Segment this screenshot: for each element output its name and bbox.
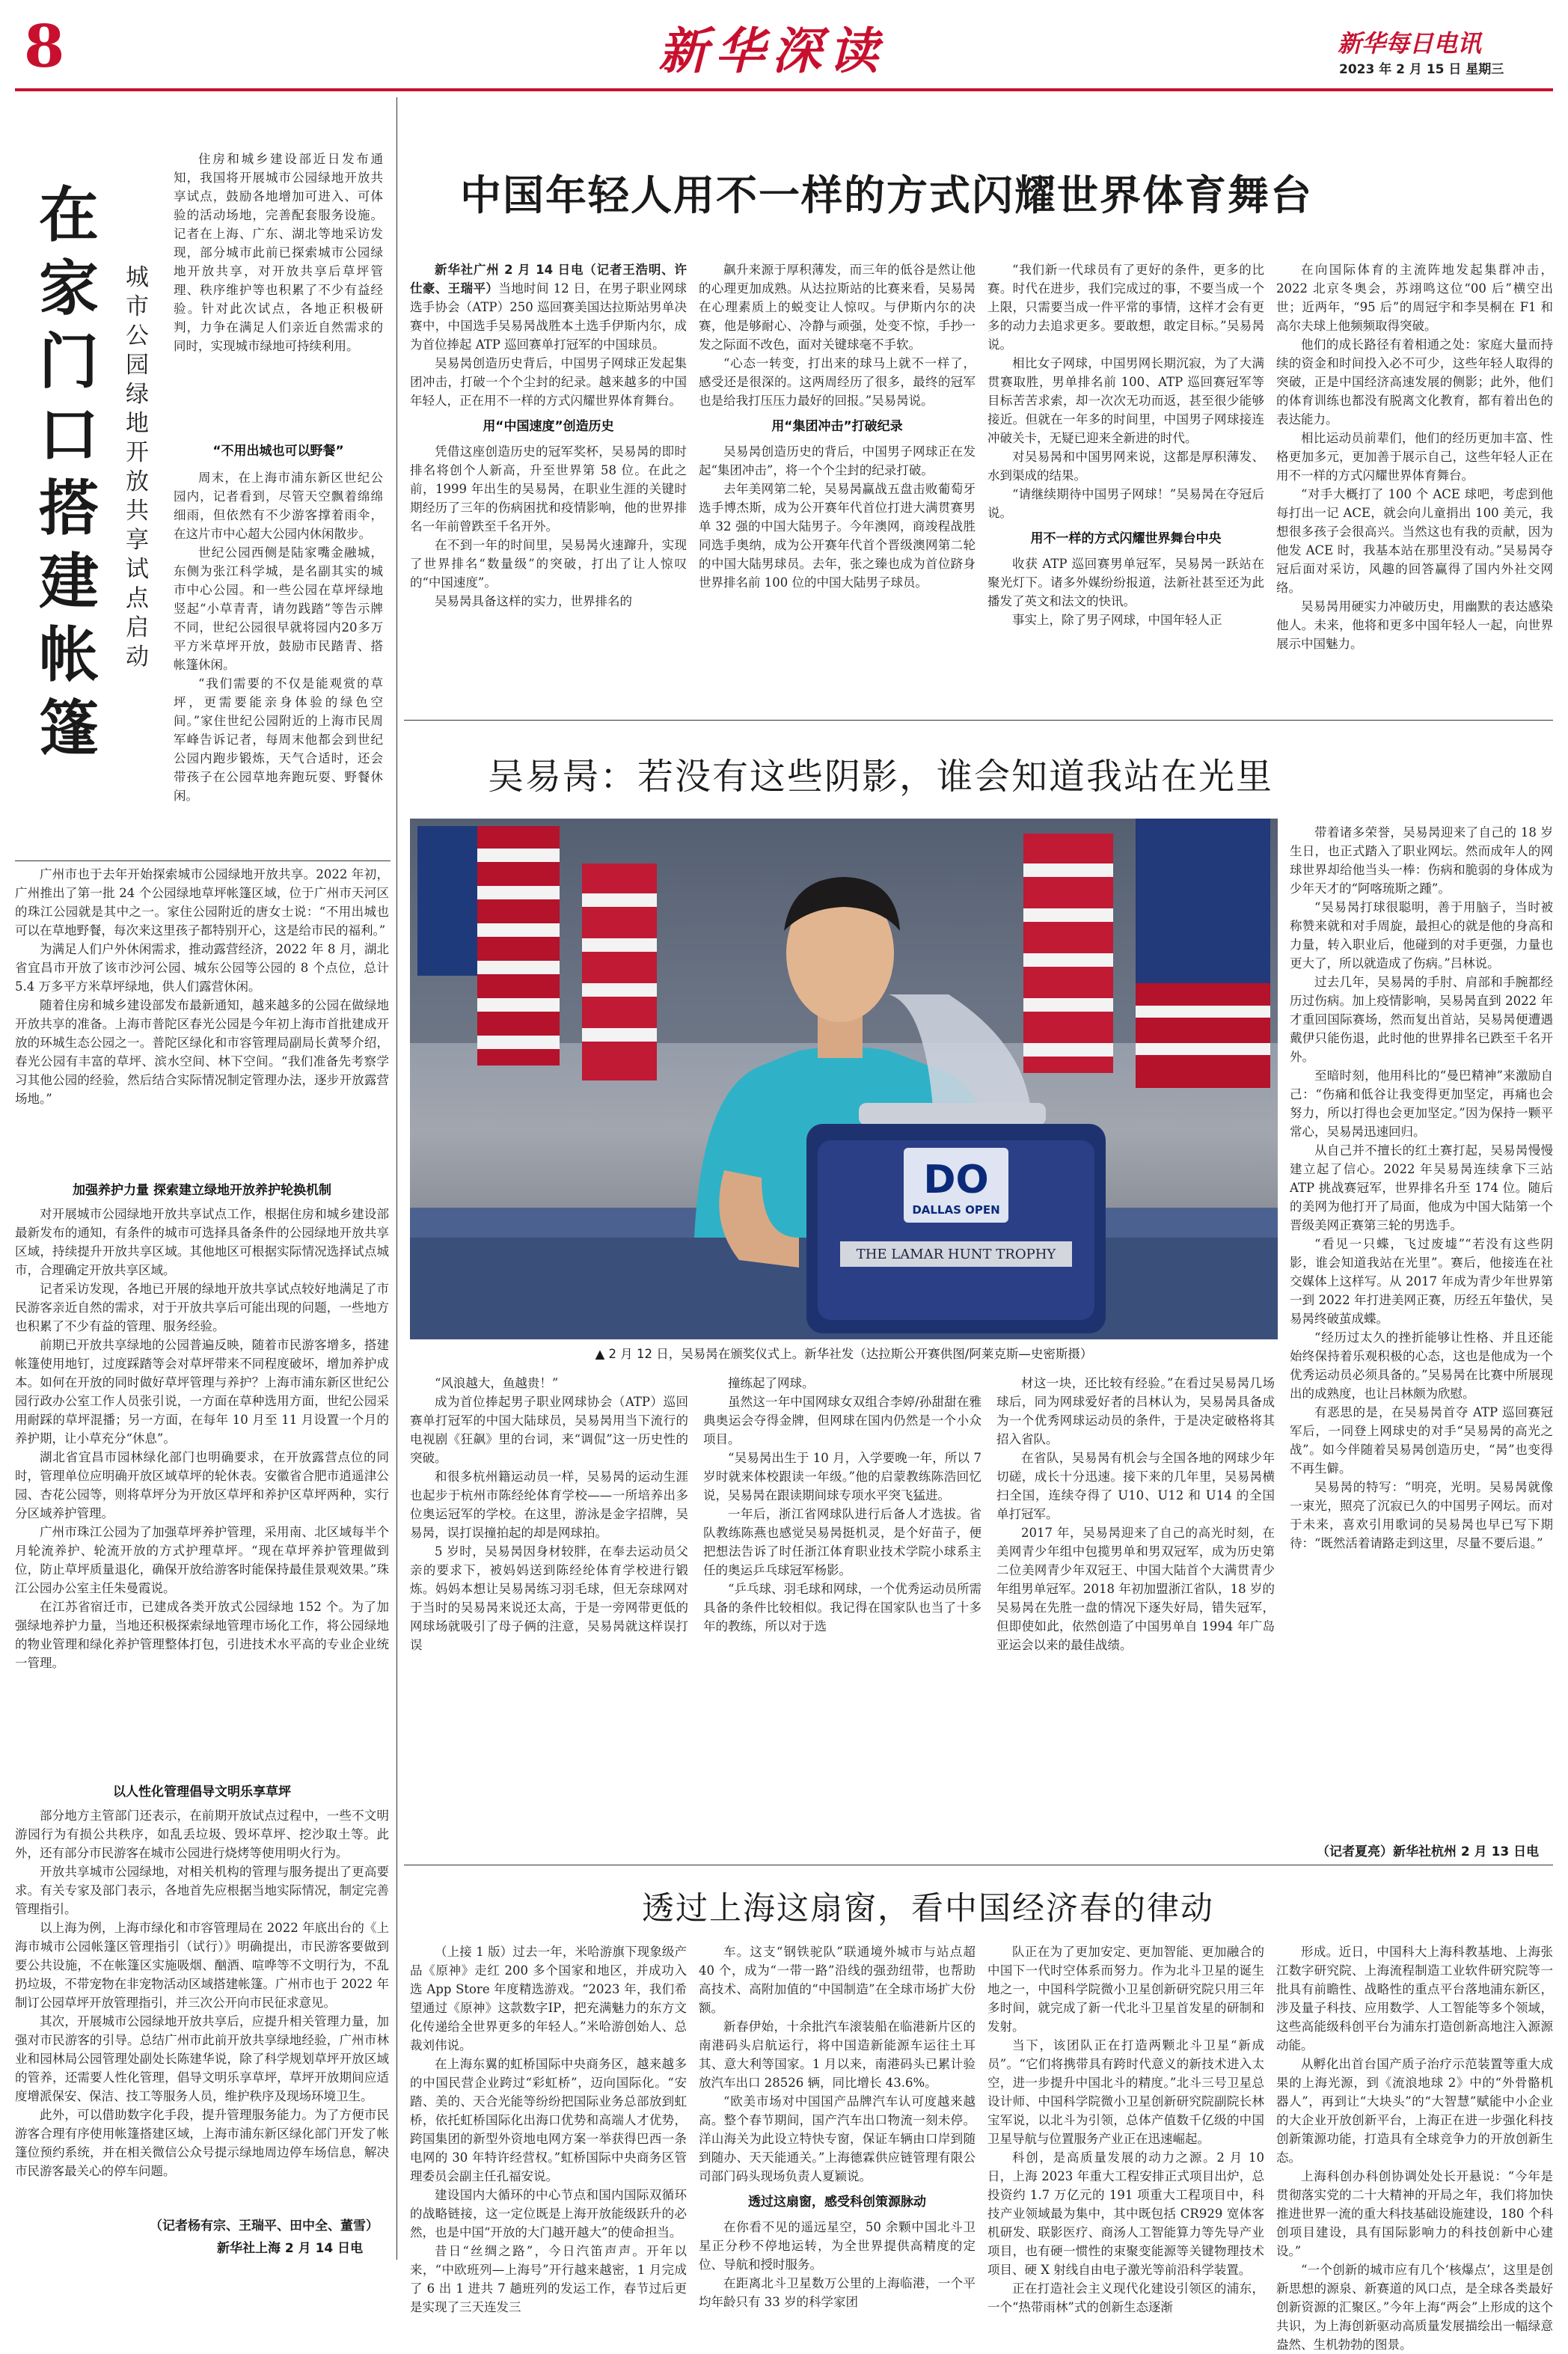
bottom-col3: 队正在为了更加安定、更加智能、更加融合的中国下一代时空体系而努力。作为北斗卫星的诞生地之一，中国科学院微小卫星创新研究院只用三年多时间，就完成了新一代北斗卫星首发星的研制和发射。 当下，该团队正在打造两颗北斗卫星“新成员”。“它们将携带具有跨时代意义的新技术进入太空，进一步提升中国北斗的精度。”北斗三号卫星总设计师、中国科学院微小卫星创新研究院副院长林宝军说，以北斗为引领，总体产值数千亿级的中国卫星导航与位置服务产业正在迅速崛起。 科创，是高质量发展的动力之源。2 月 10 日，上海 2023 年重大工程安排正式项目出炉，总投资约 1.7 万亿元的 191 项重大工程项目中，科技产业领域最为集中，其中既包括 CR929 宽体客机研发、联影医疗、商汤人工智能算力等先导产业项目，也有硬一惯性的束聚变能源等关键物理技术项目、硬 X 射线自由电子激光等前沿科学装置。 正在打造社会主义现代化建设引领区的浦东，一个“热带雨林”式的创新生态逐渐 xyxy=(987,1945,1264,2314)
feature-headline: 吴易昺：若没有这些阴影，谁会知道我站在光里 xyxy=(488,756,1274,798)
feature-col1: “风浪越大，鱼越贵！” 成为首位捧起男子职业网球协会（ATP）巡回赛单打冠军的中国大陆球员，吴易昺用当下流行的电视剧《狂飙》里的台词，来“调侃”这一历史性的突破。 和很多杭州籍运动员一样，吴易昺的运动生涯也起步于杭州市陈经纶体育学校——一所培养出多位奥运冠军的学校。在这里，游泳是金字招牌，吴易昺，误打误撞拍起的却是网球拍。 5 岁时，吴易昺因身材较胖，在奉去运动员父亲的要求下，被妈妈送到陈经纶体育学校进行锻炼。妈妈本想让吴易昺练习羽毛球，但无奈球网对于当时的吴易昺来说还太高，于是一旁网带更低的网球场就吸引了母子俩的注意，吴易昺就这样误打误 xyxy=(410,1376,688,1652)
left-col4: 部分地方主管部门还表示，在前期开放试点过程中，一些不文明游园行为有损公共秩序，如乱丢垃圾、毁坏草坪、挖沙取土等。此外，还有部分市民游客在城市公园进行烧烤等使用明火行为。 开放共享城市公园绿地，对相关机构的管理与服务提出了更高要求。有关专家及部门表示，各地首先应根据当地实际情况，制定完善管理指引。 以上海为例，上海市绿化和市容管理局在 2022 年底出台的《上海市城市公园帐篷区管理指引（试行）》明确提出，市民游客要做到要公共设施，不在帐篷区实施吸烟、酗酒、喧哗等不文明行为，不乱扔垃圾，不带宠物在非宠物活动区域搭建帐篷。广州市也于 2022 年制订公园草坪开放管理指引，并三次公开向市民征求意见。 其次，开展城市公园绿地开放共享后，应提升相关管理力量，加强对市民游客的引导。总结广州市此前开放共享绿地经验，广州市林业和园林局公园管理处副处长陈建华说，除了科学规划草坪开放区域的管养，还需要人性化管理，倡导文明乐享草坪，草坪开放期间应适度增派保安、保洁、技工等服务人员，维护秩序及现场环境卫生。 此外，可以借助数字化手段，提升管理服务能力。为了方便市民游客合理有序使用帐篷搭建区域，上海市浦东新区绿化部门开发了帐篷位预约系统，并在相关微信公众号提示绿地周边停车场信息，解决市民游客最关心的停车问题。 xyxy=(15,1809,389,2178)
photo-logo-sub: DALLAS OPEN xyxy=(912,1203,1000,1217)
photo-banner: THE LAMAR HUNT TROPHY xyxy=(856,1247,1056,1262)
flag-icon xyxy=(1023,819,1270,1088)
brand-name: 新华每日电讯 xyxy=(1338,29,1482,58)
bottom-col2: 车。这支“钢铁驼队”联通境外城市与站点超 40 个，成为“一带一路”沿线的强劲纽带，也帮助高技术、高附加值的“中国制造”在全球市场扩大份额。 新春伊始，十余批汽车滚装船在临港新片区的南港码头启航运行，将中国造新能源车运往土耳其、意大利等国家。1 月以来，南港码头已累计验放汽车出口 28526 辆，同比增长 43.6%。 “欧美市场对中国国产品牌汽车认可度越来越高。整个春节期间，国产汽车出口物流一刻未停。洋山海关为此设立特快专窗，保证车辆由口岸到随到随办、天天能通关。”上海德霖供应链管理有限公司部门码头现场负责人夏颖说。 透过这扇窗，感受科创策源脉动 在你看不见的遥远星空，50 余颗中国北斗卫星正分秒不停地运转，为全世界提供高精度的定位、导航和授时服务。 在距离北斗卫星数万公里的上海临港，一个平均年龄只有 33 岁的科学家团 xyxy=(699,1945,976,2309)
feature-byline: （记者夏亮）新华社杭州 2 月 13 日电 xyxy=(1317,1844,1540,1859)
left-col2: 广州市也于去年开始探索城市公园绿地开放共享。2022 年初，广州推出了第一批 24 个公园绿地草坪帐篷区域，位于广州市天河区的珠江公园就是其中之一。家住公园附近的唐女士说：“不用出城也可以在草地野餐，每次来这里孩子都特别开心，这是给市民的福利。” 为满足人们户外休闲需求，推动露营经济，2022 年 8 月，湖北省宜昌市开放了该市沙河公园、城东公园等公园的 8 个点位，总计 5.4 万多平方米草坪绿地，供人们露营休闲。 随着住房和城乡建设部发布最新通知，越来越多的公园在做绿地开放共享的准备。上海市普陀区春光公园是今年初上海市首批建成开放的环城生态公园之一。普陀区绿化和市容管理局副局长黄琴介绍，春光公园有丰富的草坪、滨水空间、林下空间。“我们准备先考察学习其他公园的经验，然后结合实际情况制定管理办法，逐步开放露营场地。” xyxy=(15,867,389,1106)
left-intro: 住房和城乡建设部近日发布通知，我国将开展城市公园绿地开放共享试点，鼓励各地增加可进入、可体验的活动场地，完善配套服务设施。记者在上海、广东、湖北等地采访发现，部分城市此前已探索城市公园绿地开放共享，对开放共享后草坪管理、秩序维护等也积累了不少有益经验。针对此次试点，各地正积极研判，力争在满足人们亲近自然需求的同时，实现城市绿地可持续利用。 xyxy=(174,152,383,353)
vertical-divider xyxy=(396,97,397,2260)
photo-logo: DO xyxy=(923,1158,989,1202)
left-subheadline: 城市公园绿地开放共享试点启动 xyxy=(126,264,149,670)
left-byline: （记者杨有宗、王瑞平、田中全、董雪） xyxy=(150,2219,379,2234)
top-col1: 新华社广州 2 月 14 日电（记者王浩明、许仕豪、王瑞平）当地时间 12 日，在男子职业网球选手协会（ATP）250 巡回赛美国达拉斯站男单决赛中，中国选手吴易昺战胜本土选手伊斯内尔，成为首位捧起 ATP 巡回赛单打冠军的中国球员。 吴易昺创造历史背后，中国男子网球正发起集团冲击，打破一个个尘封的纪录。越来越多的中国年轻人，正在用不一样的方式闪耀世界体育舞台。 用“中国速度”创造历史 凭借这座创造历史的冠军奖杯，吴易昺的即时排名将创个人新高，升至世界第 58 位。在此之前，1999 年出生的吴易昺，在职业生涯的关键时期经历了三年的伤病困扰和疫情影响，他的世界排名一年前曾跌至千名开外。 在不到一年的时间里，吴易昺火速蹿升，实现了世界排名“数量级”的突破，打出了让人惊叹的“中国速度”。 吴易昺具备这样的实力，世界排名的 xyxy=(410,263,687,608)
left-subhead-1: “不用出城也可以野餐” xyxy=(212,444,344,459)
bottom-col4: 形成。近日，中国科大上海科教基地、上海张江数字研究院、上海流程制造工业软件研究院等一批具有前瞻性、战略性的重点平台落地浦东新区，涉及量子科技、应用数学、人工智能等多个领域，这些高能级科创平台为浦东打造创新高地注入源源动能。 从孵化出首台国产质子治疗示范装置等重大成果的上海光源，到《流浪地球 2》中的“外骨骼机器人”，再到让“大块头”的“大智慧”赋能中小企业的大企业开放创新平台，上海正在进一步强化科技创新策源功能，打造具有全球竞争力的开放创新生态。 上海科创办科创协调处处长开悬说：“今年是贯彻落实党的二十大精神的开局之年，我们将加快推进世界一流的重大科技基础设施建设，180 个科创项目建设，具有国际影响力的科技创新中心建设。” “一个创新的城市应有几个‘核爆点’，这里是创新思想的源泉、新赛道的风口点，是全球各类最好创新资源的汇聚区。”今年上海“两会”上形成的这个共识，为上海创新驱动高质量发展描绘出一幅绿意盎然、生机勃勃的图景。 xyxy=(1276,1945,1553,2352)
top-col2: 飙升来源于厚积薄发，而三年的低谷是然让他的心理更加成熟。从达拉斯站的比赛来看，吴易昺在心理素质上的蜕变让人惊叹。与伊斯内尔的决赛，他是够耐心、冷静与顽强，处变不惊，手抄一发之际面不改色，面对关键球毫不手软。 “心态一转变，打出来的球马上就不一样了，感受还是很深的。这两周经历了很多，最终的冠军也是给我打压压力最好的回报。”吴易昺说。 用“集团冲击”打破纪录 吴易昺创造历史的背后，中国男子网球正在发起“集团冲击”，将一个个尘封的纪录打破。 去年美网第二轮，吴易昺赢战五盘击败葡萄牙选手博杰斯，成为公开赛年代首位打进大满贯赛男单 32 强的中国大陆男子。今年澳网，商竣程战胜同选手奥纳，成为公开赛年代首个晋级澳网第二轮的中国大陆男球员。去年，张之臻也成为首位跻身世界排名前 100 位的中国大陆男子球员。 xyxy=(699,263,976,590)
feature-col2: 撞练起了网球。 虽然这一年中国网球女双组合李婷/孙甜甜在雅典奥运会夺得金牌，但网球在国内仍然是一个小众项目。 “吴易昺出生于 10 月，入学要晚一年，所以 7 岁时就来体校跟读一年级。”他的启蒙教练陈浩回忆说，吴易昺在跟读期间球专项水平突飞猛进。 一年后，浙江省网球队进行后备人才选拔。省队教练陈燕也感觉吴易昺挺机灵，是个好苗子，便把想法告诉了时任浙江体育职业技术学院小球系主任的奥运乒乓球冠军杨影。 “乒乓球、羽毛球和网球，一个优秀运动员所需具备的条件比较相似。我记得在国家队也当了十多年的教练，所以对于选 xyxy=(703,1376,981,1633)
feature-right-col: 带着诸多荣誉，吴易昺迎来了自己的 18 岁生日，也正式踏入了职业网坛。然而成年人的网球世界却给他当头一棒：伤病和脆弱的身体成为少年天才的“阿喀琉斯之踵”。 “吴易昺打球很聪明，善于用脑子，当时被称赞来就和对手周旋，最担心的就是他的身高和力量，转入职业后，他碰到的对手更强，力量也更大了，所以就造成了伤病。”吕林说。 过去几年，吴易昺的手肘、肩部和手腕都经历过伤病。加上疫情影响，吴易昺直到 2022 年才重回国际赛场，然而复出首站，吴易昺便遭遇戴伊只能伤退，此时他的世界排名已跌至千名开外。 至暗时刻，他用科比的“曼巴精神”来激励自己：“伤痛和低谷让我变得更加坚定，再痛也会努力，所以打得也会更加坚定。”因为保持一颗平常心，吴易昺迅速回归。 从自己并不擅长的红土赛打起，吴易昺慢慢建立起了信心。2022 年吴易昺连续拿下三站 ATP 挑战赛冠军，世界排名升至 174 位。随后的美网为他打开了局面，他成为中国大陆第一个晋级美网正赛第三轮的男选手。 “看见一只蝶，飞过废墟”“若没有这些阴影，谁会知道我站在光里”。赛后，他接连在社交媒体上这样写。从 2017 年成为青少年世界第一到 2022 年打进美网正赛，历经五年蛰伏，吴易昺终破茧成蝶。 “经历过太久的挫折能够让性格、并且还能始终保持着乐观积极的心态，这也是他成为一个优秀运动员必须具备的。”吴易昺在比赛中所展现出的成熟度，也让吕林颇为欣慰。 有恶思的是，在吴易昺首夺 ATP 巡回赛冠军后，一同登上网球史的对手“吴易昺的高光之战”。如今伴随着吴易昺创造历史，“昺”也变得不再生僻。 吴易昺的特写：“明亮，光明。吴易昺就像一束光，照亮了沉寂已久的中国男子网坛。而对于未来，喜欢引用歌词的吴易昺也早已写下期待：“既然活着请路走到这里，尽量不要后退。” xyxy=(1290,825,1553,1550)
bottom-sub-1: 透过这扇窗，感受科创策源脉动 xyxy=(748,2195,926,2210)
top-col4: 在向国际体育的主流阵地发起集群冲击，2022 北京冬奥会，苏翊鸣这位“00 后”横空出世；近两年，“95 后”的周冠宇和李昊桐在 F1 和高尔夫球上他频频取得突破。 他们的成长路径有着相通之处：家庭大量而持续的资金和时间投入必不可少，这些年轻人取得的突破，正是中国经济高速发展的侧影；此外，他们的体育训练也都没有脱离文化教育，都有着出色的表达能力。 相比运动员前辈们，他们的经历更加丰富、性格更加多元，更加善于展示自己，这些年轻人正在用不一样的方式闪耀世界体育舞台。 “对手大概打了 100 个 ACE 球吧，考虑到他每打出一记 ACE，就会向儿童捐出 100 美元，我想很多孩子会很高兴。当然这也有我的贡献，因为他发 ACE 时，我基本站在那里没有动。”吴易昺夺冠后面对采访，风趣的回答赢得了国内外社交网络。 吴易昺用硬实力冲破历史，用幽默的表达感染他人。未来，他将和更多中国年轻人一起，向世界展示中国魅力。 xyxy=(1276,263,1553,651)
bottom-col1: （上接 1 版）过去一年，米哈游旗下现象级产品《原神》走红 200 多个国家和地区，并成功入选 App Store 年度精选游戏。“2023 年，我们希望通过《原神》这款数字IP，把充满魅力的东方文化传递给全世界更多的年轻人。”米哈游创始人、总裁刘伟说。 在上海东翼的虹桥国际中央商务区，越来越多的中国民营企业跨过“彩虹桥”，迈向国际化。“安踏、美的、天合光能等纷纷把国际业务总部放到虹桥，依托虹桥国际化出海口优势和高端人才优势，跨国集团的新型外资地电网方案一举获得巴西一条电网的 30 年特许经营权。”虹桥国际中央商务区管理委员会副主任孔福安说。 建设国内大循环的中心节点和国内国际双循环的战略链接，这一定位既是上海开放能级跃升的必然，也是中国“开放的大门越开越大”的使命担当。 昔日“丝绸之路”，今日汽笛声声。开年以来，“中欧班列—上海号”开行越来越密，1 月完成了 6 出 1 进共 7 趟班列的发运工作，春节过后更是实现了三天连发三 xyxy=(410,1945,687,2314)
left-headline: 在家门口搭建帐篷 xyxy=(39,180,99,763)
left-frame-rule xyxy=(15,860,391,861)
left-col3: 对开展城市公园绿地开放共享试点工作，根据住房和城乡建设部最新发布的通知，有条件的城市可选择具备条件的公园绿地开放共享区域，持续提升开放共享区域。其他地区可根据实际情况选择试点城市，合理确定开放共享区域。 记者采访发现，各地已开展的绿地开放共享试点较好地满足了市民游客亲近自然的需求，对于开放共享后可能出现的问题，一些地方也积累了不少有益的管理、服务经验。 前期已开放共享绿地的公园普遍反映，随着市民游客增多，搭建帐篷使用地钉，过度踩踏等会对草坪带来不同程度破坏，增加养护成本。如何在开放的同时做好草坪管理与养护？上海市浦东新区世纪公园行政办公室工作人员张引说，一方面在草种选用方面，世纪公园采用耐踩的草坪混播；另一方面，在每年 10 月至 11 月设置一个月的养护期，让小草充分“休息”。 湖北省宜昌市园林绿化部门也明确要求，在开放露营点位的同时，管理单位应明确开放区域草坪的轮休表。安徽省合肥市逍遥津公园、杏花公园等，则将草坪分为开放区草坪和养护区草坪两种，实行分区域养护管理。 广州市珠江公园为了加强草坪养护管理，采用南、北区域每半个月轮流养护、轮流开放的方式护理草坪。“现在草坪养护管理做到位，防止草坪质量退化，确保开放给游客时能保持最佳景观效果。”珠江公园办公室主任朱曼霞说。 在江苏省宿迁市，已建成各类开放式公园绿地 152 个。为了加强绿地养护力量，当地还积极探索绿地管理市场化工作，将公园绿地的物业管理和绿化养护管理整体打包，引进技术水平高的专业企业统一管理。 xyxy=(15,1207,389,1670)
photo-scene xyxy=(410,819,1278,1339)
bottom-headline: 透过上海这扇窗，看中国经济春的律动 xyxy=(642,1890,1214,1927)
feature-col3: 材这一块，还比较有经验。”在看过吴易昺几场球后，同为网球爱好者的吕林认为，吴易昺具备成为一个优秀网球运动员的条件，于是决定破格将其招入省队。 在省队，吴易昺有机会与全国各地的网球少年切磋，成长十分迅速。接下来的几年里，吴易昺横扫全国，连续夺得了 U10、U12 和 U14 的全国单打冠军。 2017 年，吴易昺迎来了自己的高光时刻，在美网青少年组中包揽男单和男双冠军，成为历史第二位美网青少年双冠王、中国大陆首个大满贯青少年组男单冠军。2018 年初加盟浙江省队，18 岁的吴易昺在先胜一盘的情况下逐失好局，错失冠军，但即使如此，依然创造了中国男单自 1994 年广岛亚运会以来的最佳战绩。 xyxy=(996,1376,1275,1652)
top-story-rule xyxy=(404,720,1553,721)
top-col3: “我们新一代球员有了更好的条件，更多的比赛。时代在进步，我们完成过的事，不要当成一个上限，只需要当成一件平常的事情，这样才会有更多的动力去追求更多。要敢想，敢定目标。”吴易昺说。 相比女子网球，中国男网长期沉寂，为了大满贯赛取胜，男单排名前 100、ATP 巡回赛冠军等目标苦苦求索，却一次次无功而返，甚至很少能够接近。但就在一年多的时间里，中国男子网球接连冲破关卡，无疑已迎来全新进的时代。 对吴易昺和中国男网来说，这都是厚积薄发、水到渠成的结果。 “请继续期待中国男子网球！”吴易昺在夺冠后说。 用不一样的方式闪耀世界舞台中央 收获 ATP 巡回赛男单冠军，吴易昺一跃站在聚光灯下。诸多外媒纷纷报道，法新社甚至还为此播发了英文和法文的快讯。 事实上，除了男子网球，中国年轻人正 xyxy=(987,263,1264,627)
top-headline: 中国年轻人用不一样的方式闪耀世界体育舞台 xyxy=(460,171,1314,219)
left-subhead-2: 加强养护力量 探索建立绿地开放养护轮换机制 xyxy=(73,1183,331,1198)
top-sub-2: 用“集团冲击”打破纪录 xyxy=(771,419,903,434)
left-dateline: 新华社上海 2 月 14 日电 xyxy=(217,2241,364,2256)
left-subhead-3: 以人性化管理倡导文明乐享草坪 xyxy=(113,1785,291,1800)
feature-photo xyxy=(410,819,1278,1339)
top-sub-1: 用“中国速度”创造历史 xyxy=(483,419,614,434)
left-col1: 周末，在上海市浦东新区世纪公园内，记者看到，尽管天空飘着绵绵细雨，但依然有不少游客撑着雨伞，在这片市中心超大公园内休闲散步。 世纪公园西侧是陆家嘴金融城，东侧为张江科学城，是名副其实的城市中心公园。和一些公园在草坪绿地竖起“小草青青，请勿践踏”等告示牌不同，世纪公园很早就将园内20多万平方米草坪开放，鼓励市民踏青、搭帐篷休闲。 “我们需要的不仅是能观赏的草坪，更需要能亲身体验的绿色空间。”家住世纪公园附近的上海市民周军峰告诉记者，每周末他都会到世纪公园内跑步锻炼，天气合适时，还会带孩子在公园草地奔跑玩耍、野餐休闲。 xyxy=(174,471,383,803)
page-number: 8 xyxy=(24,13,65,81)
top-sub-3: 用不一样的方式闪耀世界舞台中央 xyxy=(1030,531,1222,546)
section-title: 新华深读 xyxy=(658,22,886,80)
issue-date: 2023 年 2 月 15 日 星期三 xyxy=(1339,62,1504,77)
masthead-rule xyxy=(15,88,1553,91)
photo-caption: ▲ 2 月 12 日，吴易昺在颁奖仪式上。新华社发（达拉斯公开赛供图/阿莱克斯—史密斯摄） xyxy=(595,1347,1093,1361)
